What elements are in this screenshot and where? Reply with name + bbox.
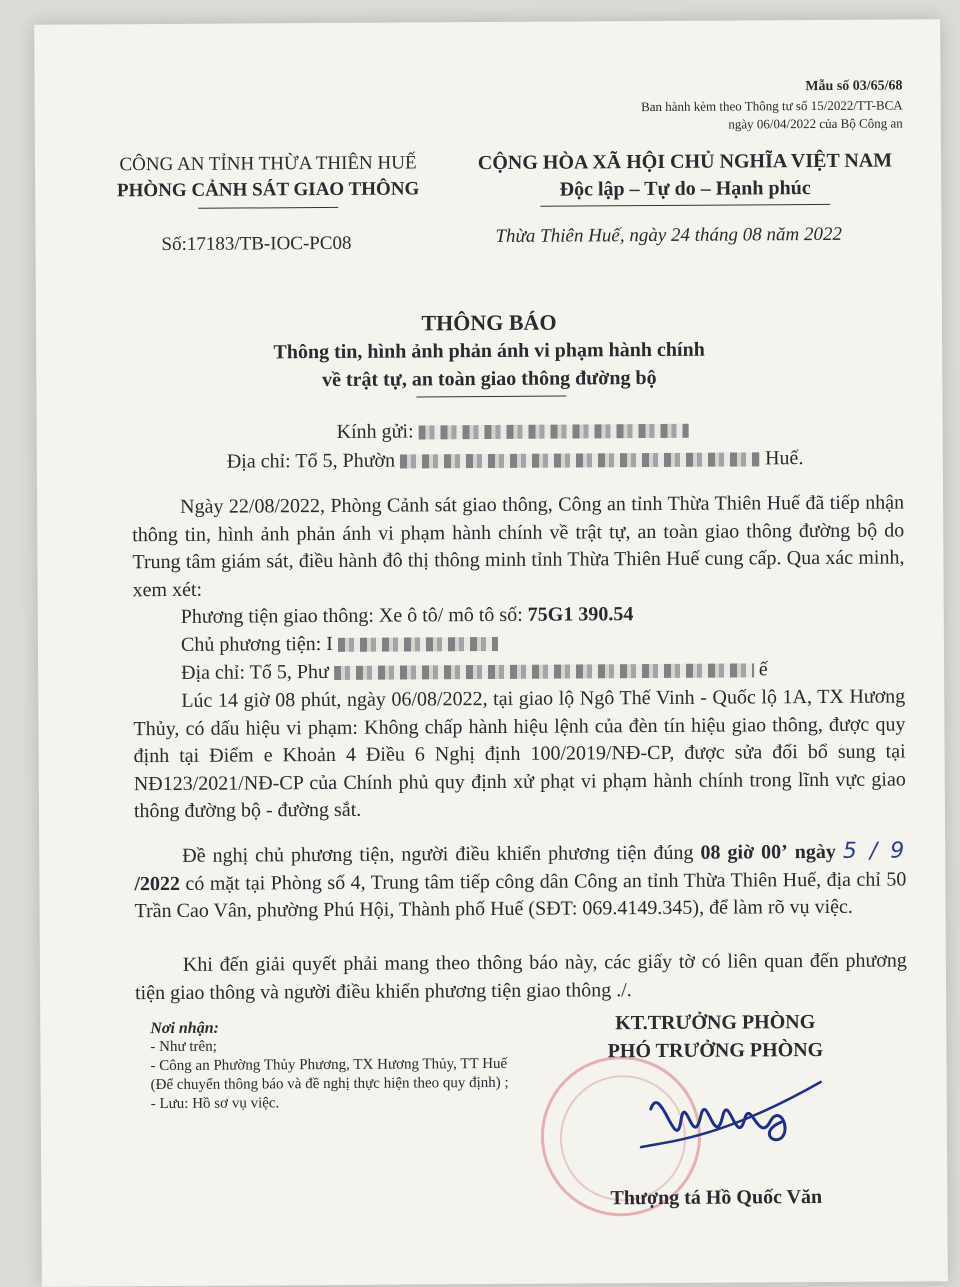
handwritten-signature xyxy=(630,1060,831,1171)
recipient-address-prefix: Địa chỉ: Tổ 5, Phườn xyxy=(226,449,396,473)
vehicle-plate: 75G1 390.54 xyxy=(527,603,634,626)
national-motto: Độc lập – Tự do – Hạnh phúc xyxy=(559,177,811,201)
recipients-heading: Nơi nhận: xyxy=(150,1019,219,1038)
title-underline xyxy=(416,396,566,398)
closing-paragraph xyxy=(135,947,907,1007)
header-left-underline xyxy=(198,207,338,209)
request-year: /2022 xyxy=(134,872,181,895)
signature-title-block xyxy=(560,1008,870,1066)
header-right xyxy=(465,147,905,207)
country-name: CỘNG HÒA XÃ HỘI CHỦ NGHĨA VIỆT NAM xyxy=(477,149,893,175)
request-rest: có mặt tại Phòng số 4, Trung tâm tiếp công dân Công an tỉnh Thừa Thiên Huế, địa chỉ 50 Trần Cao Vân, phường Phú Hội, Thành phố Huế (SĐT: 069.4149.345), để làm rõ vụ việc. xyxy=(134,867,907,923)
redacted-owner xyxy=(338,637,498,652)
recipient-address-suffix: Huế. xyxy=(765,447,804,470)
form-issued-line2: ngày 06/04/2022 của Bộ Công an xyxy=(728,115,903,132)
violation-paragraph xyxy=(133,683,906,825)
redacted-owner-address xyxy=(334,664,754,681)
owner-address-suffix: ế xyxy=(758,658,768,681)
owner-address-line xyxy=(181,658,768,685)
document-subtitle-1: Thông tin, hình ảnh phản ánh vi phạm hành chính xyxy=(273,338,705,364)
violation-text: Lúc 14 giờ 08 phút, ngày 06/08/2022, tại giao lộ Ngô Thế Vinh - Quốc lộ 1A, TX Hương Thủy, có dấu hiệu vi phạm: Không chấp hành hiệu lệnh của đèn tín hiệu giao thông, được quy định tại Điểm e Khoản 4 Điều 6 Nghị định 100/2019/NĐ-CP, được sửa đổi bổ sung tại NĐ123/2021/NĐ-CP của Chính phủ quy định xử phạt vi phạm hành chính trong lĩnh vực giao thông đường bộ - đường sắt. xyxy=(133,685,906,823)
signature-title-1: KT.TRƯỞNG PHÒNG xyxy=(615,1011,816,1035)
form-issued-line1: Ban hành kèm theo Thông tư số 15/2022/TT-BCA xyxy=(640,97,903,115)
recipients-item: - Lưu: Hồ sơ vụ việc. xyxy=(150,1095,280,1113)
intro-paragraph: Ngày 22/08/2022, Phòng Cảnh sát giao thông, Công an tỉnh Thừa Thiên Huế đã tiếp nhận thông tin, hình ảnh phản ánh vi phạm hành chính về trật tự, an toàn giao thông đường bộ do Trung tâm giám sát, điều hành đô thị thông minh tỉnh Thừa Thiên Huế cung cấp. Qua xác minh, xem xét: xyxy=(132,491,905,601)
request-paragraph xyxy=(134,837,906,925)
signer-name: Thượng tá Hồ Quốc Văn xyxy=(610,1185,823,1210)
recipient-label: Kính gửi: xyxy=(336,420,414,443)
handwritten-date: 5 / 9 xyxy=(842,838,907,864)
recipients-item: - Công an Phường Thủy Phương, TX Hương Thủy, TT Huế (Để chuyển thông báo và đề nghị thực hiện theo quy định) ; xyxy=(150,1055,509,1094)
document-number: Số:17183/TB-IOC-PC08 xyxy=(161,232,352,256)
request-day-label: ngày xyxy=(794,840,836,864)
recipient-address-line xyxy=(227,444,804,476)
document-page xyxy=(34,19,948,1287)
header-left xyxy=(93,150,443,209)
closing-text: Khi đến giải quyết phải mang theo thông báo này, các giấy tờ có liên quan đến phương tiện giao thông và người điều khiển phương tiện giao thông ./. xyxy=(135,949,907,1004)
recipient-line xyxy=(337,416,689,446)
header-right-underline xyxy=(540,204,830,207)
place-date: Thừa Thiên Huế, ngày 24 tháng 08 năm 2022 xyxy=(495,223,843,247)
owner-address-prefix: Địa chỉ: Tổ 5, Phư xyxy=(181,660,329,684)
redacted-name xyxy=(419,424,689,440)
document-subtitle-2: về trật tự, an toàn giao thông đường bộ xyxy=(321,366,657,392)
signature-title-2: PHÓ TRƯỞNG PHÒNG xyxy=(607,1038,824,1063)
form-number: Mẫu số 03/65/68 xyxy=(805,78,903,95)
unit-name: PHÒNG CẢNH SÁT GIAO THÔNG xyxy=(116,178,420,202)
recipients-block xyxy=(150,1017,511,1114)
vehicle-line xyxy=(181,603,634,629)
redacted-address xyxy=(400,453,760,469)
request-prefix: Đề nghị chủ phương tiện, người điều khiển phương tiện đúng xyxy=(182,841,701,867)
body-paragraph-1 xyxy=(132,489,905,604)
request-time: 08 giờ 00’ xyxy=(700,841,788,864)
request-text xyxy=(134,837,906,925)
agency-name: CÔNG AN TỈNH THỪA THIÊN HUẾ xyxy=(119,152,417,176)
vehicle-label: Phương tiện giao thông: Xe ô tô/ mô tô số: xyxy=(180,603,528,628)
document-title: THÔNG BÁO xyxy=(421,309,557,336)
owner-label: Chủ phương tiện: I xyxy=(180,632,333,656)
recipients-item: - Như trên; xyxy=(150,1038,217,1056)
owner-line xyxy=(181,632,498,657)
